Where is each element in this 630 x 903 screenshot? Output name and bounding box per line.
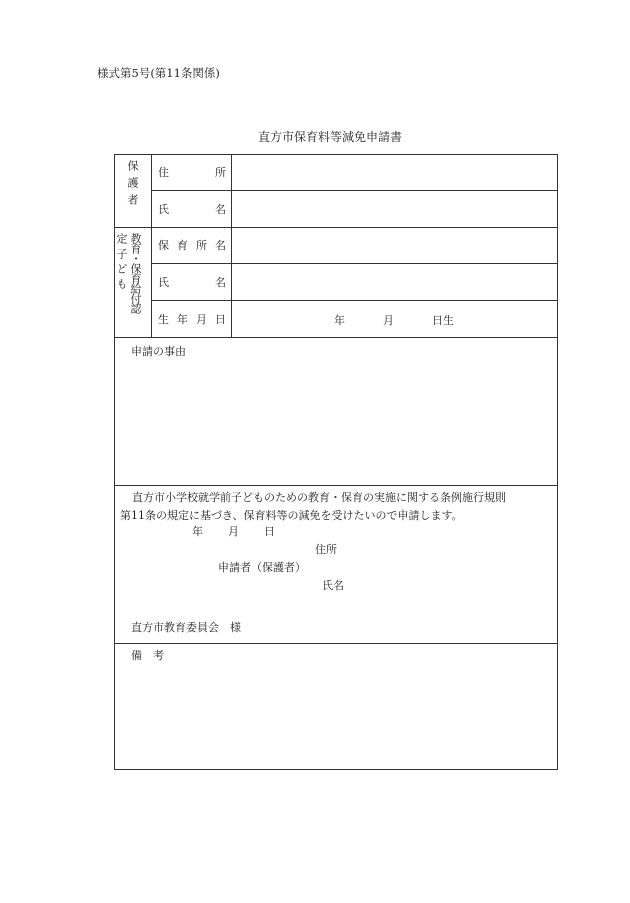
rule-label-col bbox=[231, 154, 232, 337]
declaration-text bbox=[120, 489, 556, 525]
rule-info-bottom bbox=[114, 337, 558, 338]
rule-reason-bottom bbox=[114, 485, 558, 486]
declaration-line-1: 直方市小学校就学前子どものための教育・保育の実施に関する条例施行規則 bbox=[132, 491, 506, 504]
child-name-text: 氏 名 bbox=[158, 276, 226, 289]
guardian-name-text: 氏 名 bbox=[158, 203, 226, 216]
guardian-address-label bbox=[158, 167, 226, 178]
child-group-label-left: 定子ども bbox=[115, 233, 128, 293]
birth-date-label bbox=[158, 314, 226, 325]
rule-declaration-bottom bbox=[114, 643, 558, 644]
rule-guardian-mid bbox=[151, 190, 558, 191]
reason-label: 申請の事由 bbox=[131, 345, 186, 358]
application-day-unit: 日 bbox=[264, 525, 275, 538]
birth-month-unit: 月 bbox=[383, 314, 394, 327]
guardian-name-label bbox=[158, 204, 226, 215]
application-month-unit: 月 bbox=[228, 525, 239, 538]
rule-guardian-bottom bbox=[114, 227, 558, 228]
applicant-address-label: 住所 bbox=[315, 543, 337, 556]
applicant-name-label: 氏名 bbox=[322, 579, 344, 592]
rule-child-1 bbox=[151, 263, 558, 264]
applicant-label: 申請者（保護者） bbox=[218, 561, 306, 574]
facility-name-text: 保 育 所 名 bbox=[158, 239, 226, 252]
rule-group-col bbox=[151, 154, 152, 337]
guardian-address-text: 住 所 bbox=[158, 166, 226, 179]
guardian-group-label: 保護者 bbox=[126, 160, 139, 211]
child-name-label bbox=[158, 277, 226, 288]
document-title: 直方市保育料等減免申請書 bbox=[258, 130, 403, 144]
addressee: 直方市教育委員会 様 bbox=[131, 621, 241, 634]
declaration-line-2: 第11条の規定に基づき、保育料等の減免を受けたいので申請します。 bbox=[120, 509, 463, 522]
birth-year-unit: 年 bbox=[334, 314, 345, 327]
birth-day-unit: 日生 bbox=[432, 314, 454, 327]
birth-date-text: 生 年 月 日 bbox=[158, 313, 226, 326]
facility-name-label bbox=[158, 240, 226, 251]
application-year-unit: 年 bbox=[192, 525, 203, 538]
form-number: 様式第5号(第11条関係) bbox=[97, 66, 220, 80]
remarks-label: 備 考 bbox=[131, 649, 164, 662]
rule-child-2 bbox=[151, 300, 558, 301]
child-group-label-right: 教育・保育給付認 bbox=[129, 233, 142, 313]
